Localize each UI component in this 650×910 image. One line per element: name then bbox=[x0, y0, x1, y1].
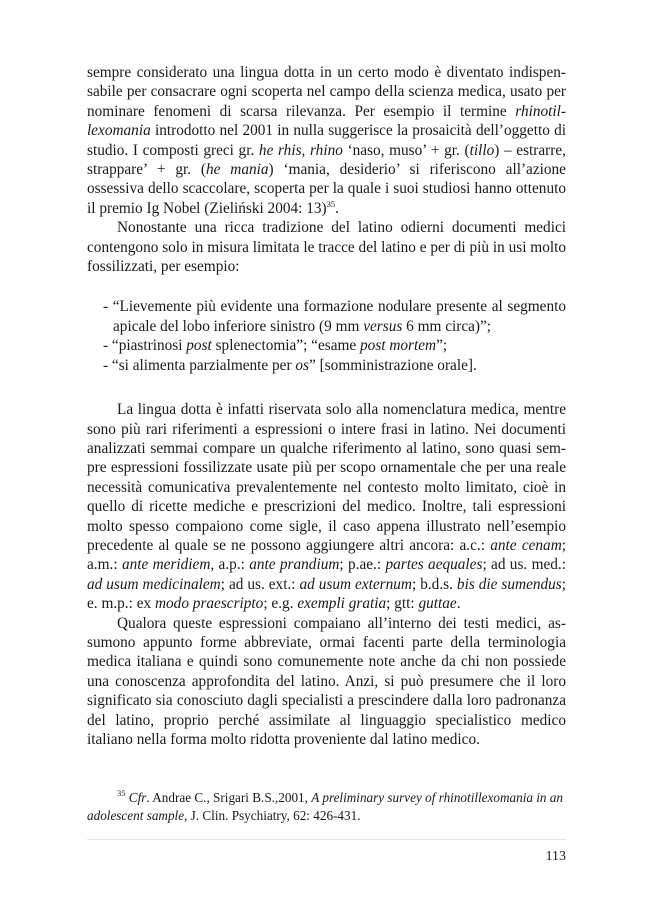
italic-text: ante meridiem bbox=[121, 556, 211, 574]
text-run: ” [somministrazione orale]. bbox=[309, 356, 477, 374]
text-run: sempre considerato una lingua dotta in un certo modo è diventato indispensabile per consacrare ogni scoperta nel campo della scienza medica, usato per nominare fenomeni di scarsa rilevanza. Per esempio il termine bbox=[87, 64, 566, 120]
italic-text: post mortem bbox=[360, 337, 437, 355]
text-run: splenectomia”; “esame bbox=[211, 337, 361, 355]
text-run: ; ad us. med.: bbox=[482, 556, 566, 574]
paragraph-1 bbox=[87, 63, 566, 218]
text-run: ; e. m.p.: ex bbox=[87, 575, 567, 613]
text-run: La lingua dotta è infatti riservata solo alla nomenclatura medica, mentre sono più rari riferimenti a espressioni o intere frasi in latino. Nei documenti analizzati semmai compare un qualche riferimento al latino, sono quasi sempre espressioni fossilizzate usate più per scopo ornamentale che per una reale necessità comunicativa prevalentemente nel contesto molto limitato, cioè in quello di ricette mediche e prescrizioni del medico. Inoltre, tali espressioni molto spesso compaiono come sigle, il caso appena illustrato nell’esempio precedente al quale se ne possono aggiungere altri ancora: a.c.: bbox=[87, 401, 566, 554]
text-run: ; gtt: bbox=[386, 595, 419, 613]
italic-text: os bbox=[295, 356, 310, 374]
text-run: ; b.d.s. bbox=[411, 575, 457, 593]
italic-text: modo praescripto bbox=[154, 595, 264, 613]
text-run: , a.p.: bbox=[210, 556, 250, 574]
text-run: ; ad us. ext.: bbox=[220, 575, 300, 593]
footnote bbox=[87, 789, 566, 825]
italic-text: versus bbox=[363, 317, 403, 335]
italic-text: guttae bbox=[418, 595, 457, 613]
text-run: ”; bbox=[436, 337, 448, 355]
text-run: . bbox=[335, 199, 339, 217]
text-run: introdotto nel 2001 in nulla suggerisce la prosaicità dell’oggetto di studio. I composti greci gr. bbox=[87, 122, 566, 159]
text-run: - “piastrinosi bbox=[103, 337, 187, 355]
text-run: ) ‘mania, desiderio’ si riferiscono all’azione ossessiva dello scaccolare, scoperta per la quale i suoi studiosi hanno ottenuto il premio Ig Nobel (Zieliński 2004: 13) bbox=[87, 161, 566, 217]
list-item bbox=[103, 356, 566, 375]
page-body bbox=[87, 63, 566, 749]
italic-text: exempli gratia bbox=[297, 595, 387, 613]
italic-text: ante prandium bbox=[249, 556, 340, 574]
text-run: Qualora queste espressioni compaiano all’interno dei testi medici, assumono appunto forme abbreviate, ormai facenti parte della terminologia medica italiana e quindi sono comunemente note anche da chi non possiede una conoscenza approfondita del latino. Anzi, si può presumere che il loro significato sia conosciuto dagli specialisti a prescindere dalla loro padronanza del latino, proprio perché assimilate al linguaggio specialistico medico italiano nella forma molto ridotta proveniente dal latino medico. bbox=[87, 614, 566, 748]
text-run: ) – estrarre, strappare’ + gr. ( bbox=[87, 141, 566, 179]
text-run: . Andrae C., Srigari B.S.,2001, bbox=[146, 790, 312, 805]
italic-text: rhinotillexomania bbox=[87, 102, 566, 140]
italic-text: ante cenam bbox=[490, 536, 562, 554]
text-run: 6 mm circa)”; bbox=[402, 317, 492, 335]
list-item bbox=[103, 336, 566, 355]
italic-text: post bbox=[186, 337, 212, 355]
text-run: ; p.ae.: bbox=[339, 556, 386, 574]
text-run: ; e.g. bbox=[263, 595, 298, 613]
text-run: ‘naso, muso’ + gr. ( bbox=[342, 141, 470, 159]
italic-text: he rhis, rhino bbox=[258, 141, 343, 159]
italic-text: he mania bbox=[206, 161, 269, 179]
text-run: ; a.m.: bbox=[87, 536, 566, 574]
footnote-ref: 35 bbox=[117, 788, 126, 798]
text-run: . bbox=[456, 595, 461, 613]
example-list bbox=[103, 297, 566, 375]
text-run: Nonostante una ricca tradizione del latino odierni documenti medici contengono solo in misura limitata le tracce del latino e per di più in usi molto fossilizzati, per esempio: bbox=[87, 219, 566, 276]
italic-text: bis die sumendus bbox=[456, 575, 562, 593]
page-number: 113 bbox=[545, 849, 566, 864]
italic-text: tillo bbox=[469, 141, 495, 159]
text-run: - “si alimenta parzialmente per bbox=[103, 356, 296, 374]
italic-text: Cfr bbox=[128, 790, 147, 805]
list-item bbox=[103, 297, 566, 336]
footer-divider bbox=[87, 839, 566, 840]
text-run: J. Clin. Psychiatry, 62: 426-431. bbox=[187, 808, 361, 823]
paragraph-3 bbox=[87, 400, 566, 613]
italic-text: ad usum medicinalem bbox=[87, 575, 221, 593]
spacer bbox=[87, 375, 566, 400]
footnote-ref: 35 bbox=[326, 198, 336, 209]
italic-text: partes aequales bbox=[385, 556, 483, 574]
italic-text: A preliminary survey of rhinotillexomania in an adolescent sample, bbox=[87, 790, 563, 823]
paragraph-2 bbox=[87, 218, 566, 276]
italic-text: ad usum externum bbox=[299, 575, 412, 593]
text-run: - “Lievemente più evidente una formazione nodulare presente al segmento apicale del lobo inferiore sinistro (9 mm bbox=[103, 298, 566, 335]
paragraph-4 bbox=[87, 614, 566, 750]
